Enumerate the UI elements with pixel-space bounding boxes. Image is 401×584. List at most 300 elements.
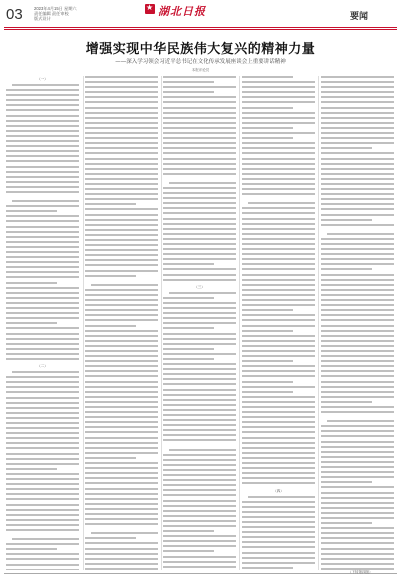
text-line bbox=[6, 478, 79, 480]
text-line bbox=[163, 312, 236, 314]
text-line bbox=[321, 548, 394, 550]
text-line bbox=[163, 112, 236, 114]
text-line bbox=[163, 525, 236, 527]
text-line bbox=[6, 514, 79, 516]
text-line bbox=[85, 304, 158, 306]
text-line bbox=[321, 471, 394, 473]
text-line bbox=[242, 462, 315, 464]
text-line bbox=[321, 507, 394, 509]
text-line bbox=[321, 253, 394, 255]
text-line bbox=[85, 462, 158, 464]
text-line bbox=[321, 537, 394, 539]
text-line bbox=[321, 319, 394, 321]
text-line bbox=[85, 325, 136, 327]
text-line bbox=[163, 409, 236, 411]
text-line bbox=[85, 370, 158, 372]
text-line bbox=[6, 150, 79, 152]
text-line bbox=[85, 401, 158, 403]
text-line bbox=[242, 142, 315, 144]
text-line bbox=[242, 163, 315, 165]
text-line bbox=[85, 254, 158, 256]
text-line bbox=[85, 498, 158, 500]
text-line bbox=[248, 496, 315, 498]
text-line bbox=[321, 406, 394, 408]
text-line bbox=[163, 297, 214, 299]
text-line bbox=[321, 173, 394, 175]
text-line bbox=[321, 137, 394, 139]
text-line bbox=[6, 171, 79, 173]
text-line bbox=[163, 253, 236, 255]
text-line bbox=[6, 140, 79, 142]
text-column-2 bbox=[85, 76, 158, 570]
text-line bbox=[242, 457, 315, 459]
text-line bbox=[242, 350, 315, 352]
text-line bbox=[242, 76, 293, 78]
text-line bbox=[242, 279, 315, 281]
text-line bbox=[242, 178, 315, 180]
text-line bbox=[163, 192, 236, 194]
text-line bbox=[242, 442, 315, 444]
header-rule bbox=[4, 27, 397, 28]
text-line bbox=[242, 391, 293, 393]
text-line bbox=[163, 317, 236, 319]
text-line bbox=[242, 122, 315, 124]
text-line bbox=[85, 96, 158, 98]
text-line bbox=[6, 488, 79, 490]
text-line bbox=[242, 112, 315, 114]
text-line bbox=[6, 236, 79, 238]
text-line bbox=[242, 228, 315, 230]
text-line bbox=[163, 137, 236, 139]
text-line bbox=[321, 461, 394, 463]
text-line bbox=[6, 504, 79, 506]
text-line bbox=[6, 432, 79, 434]
text-line bbox=[85, 122, 158, 124]
text-line bbox=[321, 188, 394, 190]
text-line bbox=[6, 348, 79, 350]
text-line bbox=[242, 452, 315, 454]
text-line bbox=[163, 399, 236, 401]
text-line bbox=[6, 333, 79, 335]
text-line bbox=[163, 258, 236, 260]
text-line bbox=[163, 279, 236, 281]
design-line: 版式设计 bbox=[34, 16, 51, 21]
text-line bbox=[242, 188, 315, 190]
text-line bbox=[321, 411, 394, 413]
text-line bbox=[6, 307, 79, 309]
text-line bbox=[242, 370, 315, 372]
text-line bbox=[85, 294, 158, 296]
text-line bbox=[85, 319, 158, 321]
text-line bbox=[6, 130, 79, 132]
text-line bbox=[242, 96, 315, 98]
text-line bbox=[163, 363, 236, 365]
text-line bbox=[85, 542, 158, 544]
text-line bbox=[6, 343, 79, 345]
text-line bbox=[6, 282, 57, 284]
text-line bbox=[242, 411, 315, 413]
text-line bbox=[163, 561, 236, 563]
text-line bbox=[321, 350, 394, 352]
text-line bbox=[85, 452, 158, 454]
text-line bbox=[6, 353, 79, 355]
text-line bbox=[85, 107, 158, 109]
text-line bbox=[85, 537, 136, 539]
text-line bbox=[321, 325, 394, 327]
text-line bbox=[6, 402, 79, 404]
text-line bbox=[85, 132, 158, 134]
section-marker: （三） bbox=[194, 284, 205, 289]
text-line bbox=[321, 401, 372, 403]
text-line bbox=[321, 486, 394, 488]
text-line bbox=[6, 509, 79, 511]
text-line bbox=[85, 386, 158, 388]
text-line bbox=[163, 263, 214, 265]
text-line bbox=[163, 550, 214, 552]
text-line bbox=[163, 228, 236, 230]
text-line bbox=[321, 96, 394, 98]
text-line bbox=[242, 557, 315, 559]
text-line bbox=[321, 309, 394, 311]
text-line bbox=[163, 489, 236, 491]
text-line bbox=[163, 530, 214, 532]
text-line bbox=[242, 375, 315, 377]
text-line bbox=[85, 127, 158, 129]
text-line bbox=[85, 396, 158, 398]
text-line bbox=[327, 420, 394, 422]
text-line bbox=[321, 294, 394, 296]
text-line bbox=[242, 355, 315, 357]
text-line bbox=[321, 370, 394, 372]
text-line bbox=[321, 375, 394, 377]
text-line bbox=[85, 523, 158, 525]
text-line bbox=[242, 467, 315, 469]
text-line bbox=[169, 292, 236, 294]
text-line bbox=[321, 532, 394, 534]
text-line bbox=[163, 556, 236, 558]
text-line bbox=[85, 142, 158, 144]
text-line bbox=[6, 210, 57, 212]
text-line bbox=[163, 424, 236, 426]
text-line bbox=[242, 248, 315, 250]
text-line bbox=[321, 446, 394, 448]
text-line bbox=[163, 274, 236, 276]
text-line bbox=[163, 86, 236, 88]
text-line bbox=[321, 132, 394, 134]
text-line bbox=[85, 345, 158, 347]
text-line bbox=[163, 333, 236, 335]
text-line bbox=[85, 314, 158, 316]
text-line bbox=[163, 505, 236, 507]
text-line bbox=[321, 492, 394, 494]
text-line bbox=[163, 515, 236, 517]
text-line bbox=[242, 81, 315, 83]
text-line bbox=[163, 494, 236, 496]
newspaper-name: 湖北日报 bbox=[158, 5, 206, 18]
text-line bbox=[6, 493, 79, 495]
text-line bbox=[321, 274, 394, 276]
text-line bbox=[6, 529, 79, 531]
text-line bbox=[321, 430, 394, 432]
text-line bbox=[85, 178, 158, 180]
text-line bbox=[85, 447, 158, 449]
text-line bbox=[163, 348, 214, 350]
text-line bbox=[6, 241, 79, 243]
text-line bbox=[6, 543, 79, 545]
text-line bbox=[6, 302, 79, 304]
text-line bbox=[321, 208, 394, 210]
text-line bbox=[242, 335, 315, 337]
text-line bbox=[242, 238, 315, 240]
text-line bbox=[321, 101, 394, 103]
text-line bbox=[321, 386, 394, 388]
text-line bbox=[85, 416, 158, 418]
text-line bbox=[321, 466, 394, 468]
text-line bbox=[85, 563, 158, 565]
text-line bbox=[242, 233, 315, 235]
text-line bbox=[163, 383, 236, 385]
text-line bbox=[85, 360, 158, 362]
text-line bbox=[6, 569, 79, 570]
text-line bbox=[163, 378, 236, 380]
text-line bbox=[163, 268, 236, 270]
text-line bbox=[242, 91, 315, 93]
text-line bbox=[242, 552, 315, 554]
text-line bbox=[242, 268, 315, 270]
text-line bbox=[85, 239, 158, 241]
text-line bbox=[242, 345, 315, 347]
text-line bbox=[6, 312, 79, 314]
text-line bbox=[242, 117, 315, 119]
text-line bbox=[85, 193, 158, 195]
text-line bbox=[321, 512, 394, 514]
text-line bbox=[163, 107, 236, 109]
text-line bbox=[242, 511, 315, 513]
text-line bbox=[321, 178, 394, 180]
text-line bbox=[6, 437, 79, 439]
text-line bbox=[85, 86, 158, 88]
text-line bbox=[163, 500, 236, 502]
text-line bbox=[321, 152, 394, 154]
text-line bbox=[85, 168, 158, 170]
text-line bbox=[85, 152, 158, 154]
text-line bbox=[85, 365, 158, 367]
text-line bbox=[321, 481, 372, 483]
text-line bbox=[321, 456, 394, 458]
text-line bbox=[163, 168, 236, 170]
text-line bbox=[163, 202, 236, 204]
text-line bbox=[6, 422, 79, 424]
text-line bbox=[163, 343, 236, 345]
text-line bbox=[242, 386, 315, 388]
text-line bbox=[321, 258, 394, 260]
text-line bbox=[85, 137, 158, 139]
text-line bbox=[6, 89, 79, 91]
text-line bbox=[163, 243, 236, 245]
text-line bbox=[321, 268, 372, 270]
text-line bbox=[163, 132, 236, 134]
text-line bbox=[6, 468, 57, 470]
page-number: 03 bbox=[6, 6, 23, 23]
text-line bbox=[163, 414, 236, 416]
text-line bbox=[6, 94, 79, 96]
text-line bbox=[321, 76, 394, 78]
text-line bbox=[6, 483, 79, 485]
text-line bbox=[6, 519, 79, 521]
text-line bbox=[242, 304, 315, 306]
text-line bbox=[321, 112, 394, 114]
text-line bbox=[242, 567, 293, 569]
text-line bbox=[163, 459, 236, 461]
text-line bbox=[6, 155, 79, 157]
text-line bbox=[321, 563, 394, 565]
text-line bbox=[242, 158, 315, 160]
text-line bbox=[169, 182, 236, 184]
text-line bbox=[321, 243, 394, 245]
text-line bbox=[321, 355, 394, 357]
text-column-5 bbox=[321, 76, 394, 570]
text-line bbox=[321, 360, 394, 362]
text-line bbox=[321, 502, 394, 504]
text-line bbox=[6, 453, 79, 455]
text-line bbox=[6, 231, 79, 233]
text-line bbox=[321, 86, 394, 88]
text-line bbox=[321, 441, 394, 443]
text-line bbox=[242, 330, 293, 332]
text-line bbox=[85, 224, 158, 226]
text-line bbox=[321, 127, 394, 129]
text-line bbox=[321, 345, 394, 347]
text-line bbox=[321, 279, 394, 281]
text-line bbox=[85, 163, 158, 165]
text-line bbox=[163, 540, 236, 542]
text-line bbox=[163, 187, 236, 189]
text-line bbox=[6, 215, 79, 217]
text-line bbox=[163, 142, 236, 144]
text-line bbox=[321, 335, 394, 337]
article-subheadline: ——深入学习领会习近平总书记在文化传承发展座谈会上重要讲话精神 bbox=[115, 59, 286, 65]
header-rule-thin bbox=[4, 29, 397, 30]
text-line bbox=[321, 476, 394, 478]
text-line bbox=[85, 493, 158, 495]
text-line bbox=[6, 317, 79, 319]
text-line bbox=[321, 248, 394, 250]
text-line bbox=[85, 421, 158, 423]
text-line bbox=[321, 396, 394, 398]
text-line bbox=[321, 425, 394, 427]
text-line bbox=[85, 289, 158, 291]
text-line bbox=[85, 299, 158, 301]
text-line bbox=[321, 391, 394, 393]
text-line bbox=[321, 214, 394, 216]
text-line bbox=[163, 434, 236, 436]
text-line bbox=[321, 158, 394, 160]
text-line bbox=[6, 160, 79, 162]
text-line bbox=[6, 276, 79, 278]
text-line bbox=[163, 353, 236, 355]
text-line bbox=[163, 302, 236, 304]
text-line bbox=[242, 263, 315, 265]
text-line bbox=[321, 340, 394, 342]
text-column-4 bbox=[242, 76, 315, 570]
text-line bbox=[321, 553, 394, 555]
text-line bbox=[242, 152, 315, 154]
text-line bbox=[6, 256, 79, 258]
text-line bbox=[6, 135, 79, 137]
text-line bbox=[85, 198, 158, 200]
text-line bbox=[6, 115, 79, 117]
text-line bbox=[242, 218, 315, 220]
text-line bbox=[321, 497, 394, 499]
text-line bbox=[6, 220, 79, 222]
text-line bbox=[6, 251, 79, 253]
text-line bbox=[85, 147, 158, 149]
text-line bbox=[85, 173, 158, 175]
text-line bbox=[85, 488, 158, 490]
text-line bbox=[242, 546, 315, 548]
text-line bbox=[6, 191, 79, 193]
text-line bbox=[163, 479, 236, 481]
text-line bbox=[321, 142, 394, 144]
text-line bbox=[163, 158, 236, 160]
text-line bbox=[6, 120, 79, 122]
text-line bbox=[6, 104, 79, 106]
text-line bbox=[6, 412, 79, 414]
text-line bbox=[163, 101, 236, 103]
text-line bbox=[85, 508, 158, 510]
text-line bbox=[6, 447, 79, 449]
text-line bbox=[163, 394, 236, 396]
text-line bbox=[163, 535, 236, 537]
text-line bbox=[242, 132, 315, 134]
text-line bbox=[321, 91, 394, 93]
text-line bbox=[6, 498, 79, 500]
text-line bbox=[85, 229, 158, 231]
text-line bbox=[163, 212, 236, 214]
text-line bbox=[91, 284, 158, 286]
text-line bbox=[321, 122, 394, 124]
text-line bbox=[163, 218, 236, 220]
text-line bbox=[242, 401, 315, 403]
text-line bbox=[169, 449, 236, 451]
text-line bbox=[163, 566, 236, 568]
text-line bbox=[321, 147, 372, 149]
text-line bbox=[163, 81, 214, 83]
text-line bbox=[163, 127, 236, 129]
text-line bbox=[321, 451, 394, 453]
text-line bbox=[85, 249, 158, 251]
article-byline: 本报评论员 bbox=[191, 68, 210, 72]
text-line bbox=[163, 91, 214, 93]
text-line bbox=[163, 368, 236, 370]
text-line bbox=[242, 416, 315, 418]
text-line bbox=[6, 166, 79, 168]
section-tag: 要闻 bbox=[350, 12, 369, 22]
text-line bbox=[6, 292, 79, 294]
text-line bbox=[12, 538, 79, 540]
text-line bbox=[163, 322, 236, 324]
text-line bbox=[85, 91, 158, 93]
text-line bbox=[321, 381, 394, 383]
text-line bbox=[85, 76, 158, 78]
text-line bbox=[242, 526, 315, 528]
text-line bbox=[6, 417, 79, 419]
text-line bbox=[248, 202, 315, 204]
text-line bbox=[163, 389, 236, 391]
text-line bbox=[321, 522, 372, 524]
text-line bbox=[242, 360, 293, 362]
text-line bbox=[242, 193, 315, 195]
